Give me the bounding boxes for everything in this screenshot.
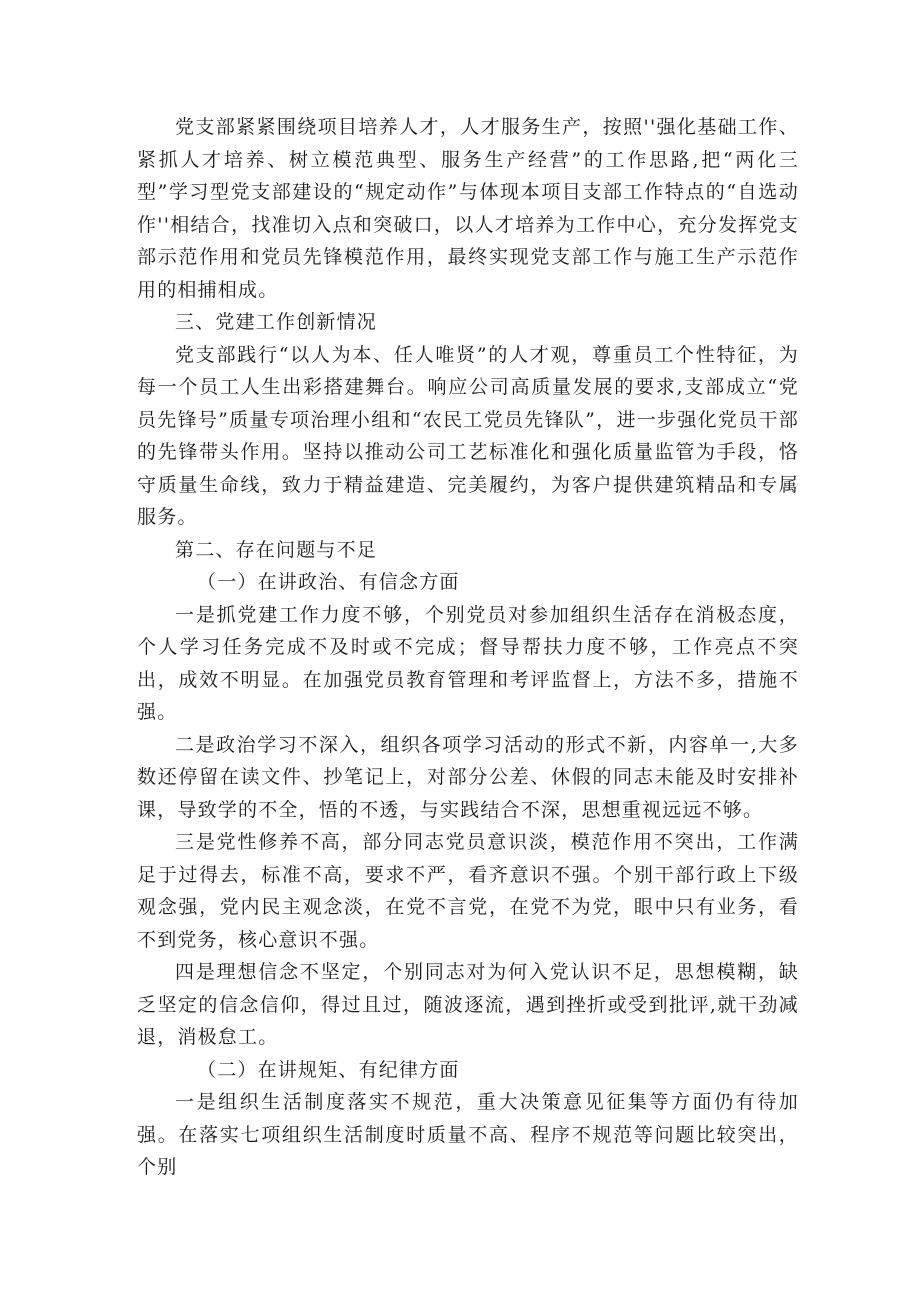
body-paragraph: 四是理想信念不坚定，个别同志对为何入党认识不足，思想模糊，缺乏坚定的信念信仰，得过且过，随波逐流，遇到挫折或受到批评,就干劲减退，消极怠工。 bbox=[137, 961, 799, 1048]
body-paragraph: 三是党性修养不高，部分同志党员意识淡，模范作用不突出，工作满足于过得去，标准不高，要求不严，看齐意识不强。个别干部行政上下级观念强，党内民主观念淡，在党不言党，在党不为党，眼中只有业务，看不到党务，核心意识不强。 bbox=[137, 831, 799, 951]
body-paragraph: 二是政治学习不深入，组织各项学习活动的形式不新，内容单一,大多数还停留在读文件、抄笔记上，对部分公差、休假的同志未能及时安排补课，导致学的不全，悟的不透，与实践结合不深，思想重视远远不够。 bbox=[137, 733, 799, 821]
body-paragraph: 一是抓党建工作力度不够，个别党员对参加组织生活存在消极态度，个人学习任务完成不及时或不完成；督导帮扶力度不够，工作亮点不突出，成效不明显。在加强党员教育管理和考评监督上，方法不多，措施不强。 bbox=[137, 603, 799, 723]
subsection-heading: （一）在讲政治、有信念方面 bbox=[197, 571, 460, 593]
body-paragraph: 党支部践行“以人为本、任人唯贤”的人才观，尊重员工个性特征，为每一个员工人生出彩搭建舞台。响应公司高质量发展的要求,支部成立“党员先锋号”质量专项治理小组和“农民工党员先锋队”，进一步强化党员干部的先锋带头作用。坚持以推动公司工艺标准化和强化质量监管为手段，恪守质量生命线，致力于精益建造、完美履约，为客户提供建筑精品和专属服务。 bbox=[137, 343, 799, 528]
document-body bbox=[137, 111, 799, 1184]
section-heading: 第二、存在问题与不足 bbox=[175, 538, 378, 561]
subsection-heading: （二）在讲规矩、有纪律方面 bbox=[197, 1058, 460, 1081]
body-paragraph: 党支部紧紧围绕项目培养人才，人才服务生产，按照''强化基础工作、紧抓人才培养、树立模范典型、服务生产经营”的工作思路,把“两化三型”学习型党支部建设的“规定动作”与体现本项目支部工作特点的“自选动作''相结合，找准切入点和突破口，以人才培养为工作中心，充分发挥党支部示范作用和党员先锋模范作用，最终实现党支部工作与施工生产示范作用的相捕相成。 bbox=[137, 116, 799, 301]
body-paragraph: 一是组织生活制度落实不规范，重大决策意见征集等方面仍有待加强。在落实七项组织生活制度时质量不高、程序不规范等问题比较突出，个别 bbox=[137, 1091, 799, 1178]
section-heading: 三、党建工作创新情况 bbox=[175, 311, 378, 333]
